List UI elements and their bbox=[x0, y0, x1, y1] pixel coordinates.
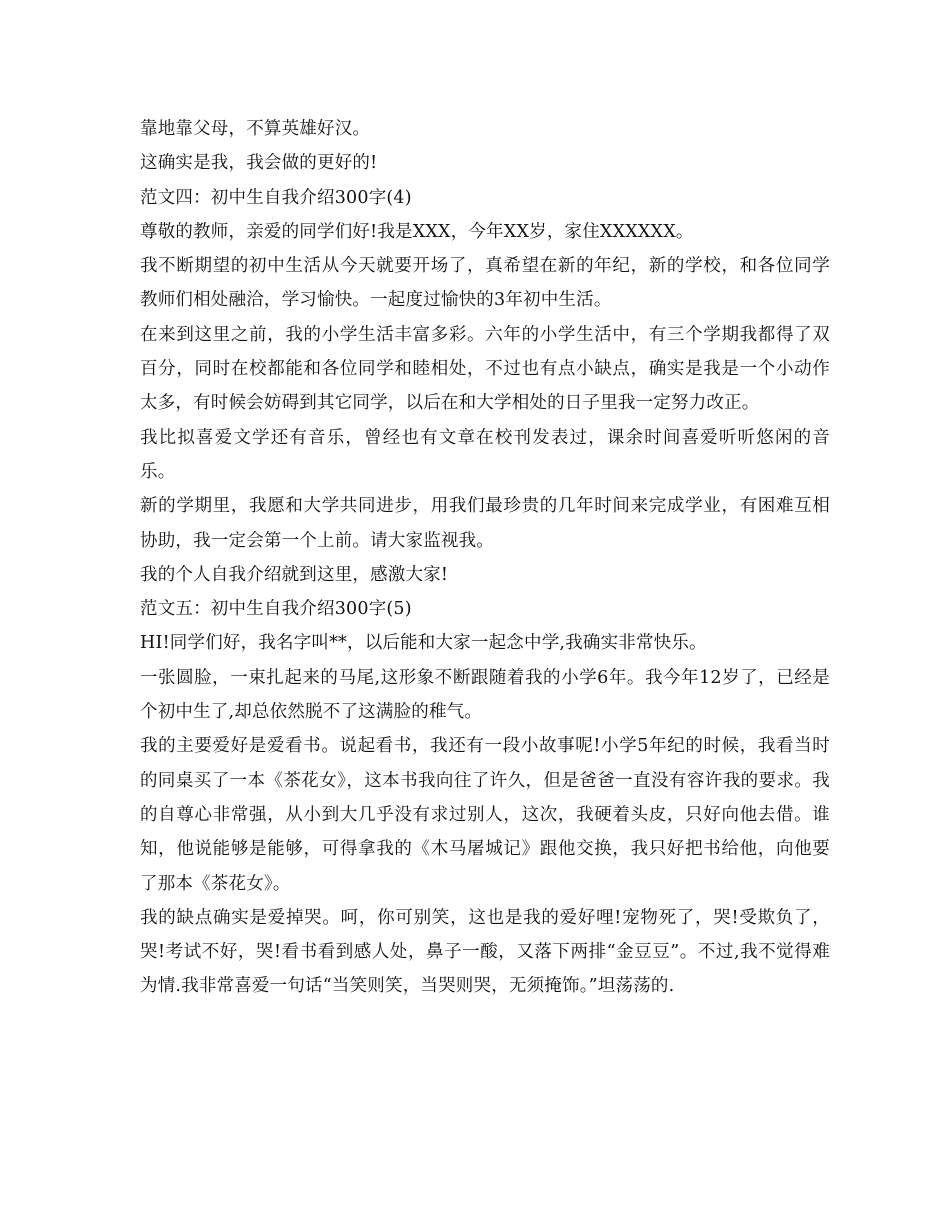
document-body bbox=[140, 112, 830, 1004]
section-heading: 范文四：初中生自我介绍300字(4) bbox=[140, 187, 412, 208]
paragraph: 尊敬的教师，亲爱的同学们好!我是XXX，今年XX岁，家住XXXXXX。 bbox=[140, 221, 694, 242]
paragraph: 新的学期里，我愿和大学共同进步，用我们最珍贵的几年时间来完成学业，有困难互相协助，我一定会第一个上前。请大家监视我。 bbox=[140, 496, 830, 551]
paragraph: 我的缺点确实是爱掉哭。呵，你可别笑，这也是我的爱好哩!宠物死了，哭!受欺负了，哭!考试不好，哭!看书看到感人处，鼻子一酸，又落下两排“金豆豆”。不过,我不觉得难为情.我非常喜爱一句话“当笑则笑，当哭则哭，无须掩饰。”坦荡荡的. bbox=[140, 907, 830, 997]
section-heading: 范文五：初中生自我介绍300字(5) bbox=[140, 599, 412, 620]
paragraph: 我的个人自我介绍就到这里，感激大家! bbox=[140, 564, 449, 585]
paragraph: 一张圆脸，一束扎起来的马尾,这形象不断跟随着我的小学6年。我今年12岁了，已经是个初中生了,却总依然脱不了这满脸的稚气。 bbox=[140, 667, 830, 723]
paragraph: 我比拟喜爱文学还有音乐，曾经也有文章在校刊发表过，课余时间喜爱听听悠闲的音乐。 bbox=[140, 427, 830, 482]
paragraph: 我不断期望的初中生活从今天就要开场了，真希望在新的年纪，新的学校，和各位同学教师们相处融洽，学习愉快。一起度过愉快的3年初中生活。 bbox=[140, 256, 830, 311]
paragraph: 在来到这里之前，我的小学生活丰富多彩。六年的小学生活中，有三个学期我都得了双百分，同时在校都能和各位同学和睦相处，不过也有点小缺点，确实是我是一个小动作太多，有时候会妨碍到其它同学，以后在和大学相处的日子里我一定努力改正。 bbox=[140, 324, 830, 414]
paragraph: 靠地靠父母，不算英雄好汉。 bbox=[140, 119, 371, 139]
paragraph: 我的主要爱好是爱看书。说起看书，我还有一段小故事呢!小学5年纪的时候，我看当时的同桌买了一本《茶花女》，这本书我向往了许久，但是爸爸一直没有容许我的要求。我的自尊心非常强，从小到大几乎没有求过别人，这次，我硬着头皮，只好向他去借。谁知，他说能够是能够，可得拿我的《木马屠城记》跟他交换，我只好把书给他，向他要了那本《茶花女》。 bbox=[140, 736, 830, 894]
paragraph: 这确实是我，我会做的更好的! bbox=[140, 153, 378, 174]
paragraph: HI!同学们好，我名字叫**，以后能和大家一起念中学,我确实非常快乐。 bbox=[140, 633, 707, 654]
